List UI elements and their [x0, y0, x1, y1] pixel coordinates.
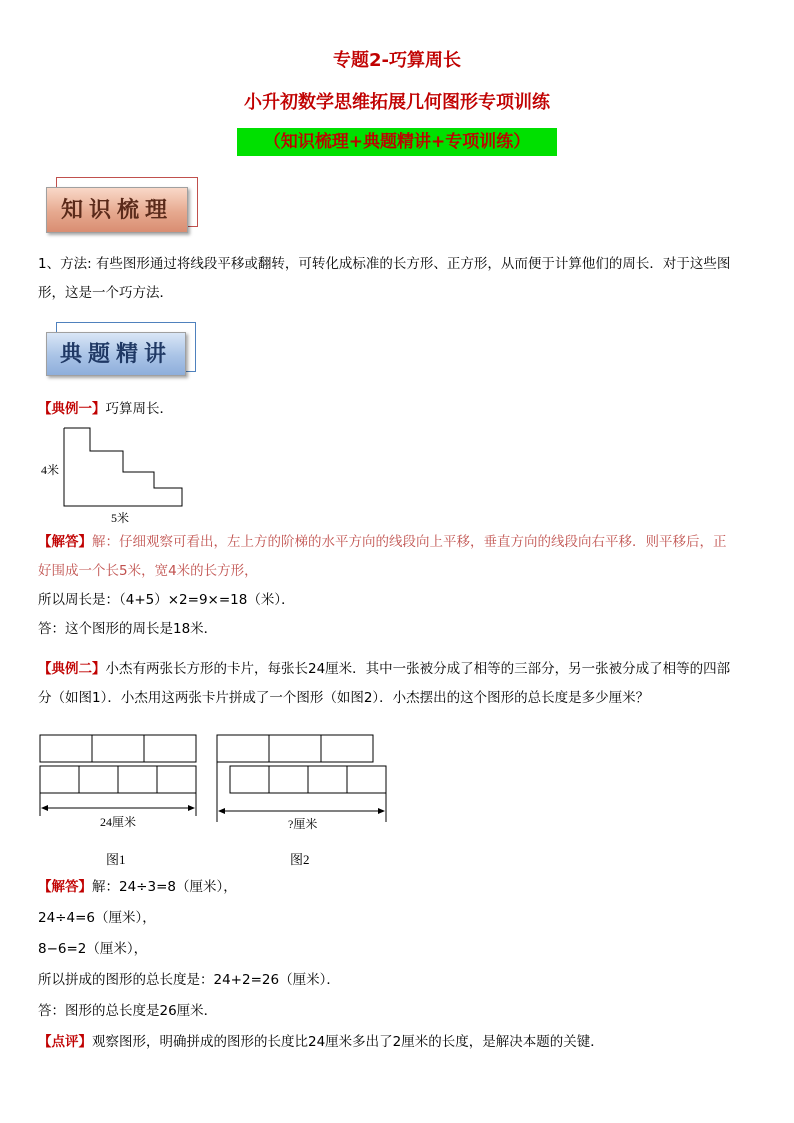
example2-question: [38, 655, 760, 713]
example2-conclusion: 答：图形的总长度是26厘米．: [38, 1003, 218, 1019]
knowledge-section-badge: 知识梳理: [46, 187, 188, 233]
staircase-outline: [64, 428, 182, 506]
method-line-2: 形，这是一个巧方法．: [38, 285, 173, 301]
page-subtitle: 小升初数学思维拓展几何图形专项训练: [244, 92, 550, 113]
method-line-1: 1、方法: 有些图形通过将线段平移或翻转，可转化成标准的长方形、正方形，从而便于计算他们的周长．对于这些图: [38, 256, 731, 272]
card-three-parts-shifted: [217, 735, 373, 762]
method-paragraph: [38, 250, 760, 308]
example2-answer-line-4: 所以拼成的图形的总长度是：24+2=26（厘米）．: [38, 972, 340, 988]
example2-line-2: 分（如图1）．小杰用这两张卡片拼成了一个图形（如图2）．小杰摆出的这个图形的总长度是多少厘米？: [38, 690, 650, 706]
example1-heading: [38, 397, 173, 417]
examples-section-badge: 典题精讲: [46, 332, 186, 376]
staircase-width-label: 5米: [111, 511, 130, 525]
example2-answer-line-3: 8−6=2（厘米），: [38, 941, 148, 957]
example1-tag: 【典例一】: [38, 401, 106, 417]
page-tagline: （知识梳理+典题精讲+专项训练）: [237, 128, 557, 156]
staircase-figure: [38, 424, 198, 524]
example2-comment-tag: 【点评】: [38, 1034, 92, 1050]
example1-answer-tag: 【解答】: [38, 534, 92, 550]
fig1-arrow-left: [41, 805, 48, 811]
example1-answer-line-2: 好围成一个长5米，宽4米的长方形，: [38, 563, 258, 579]
example2-answer-line-2: 24÷4=6（厘米），: [38, 910, 156, 926]
example1-calc: 所以周长是：（4+5）×2=9×=18（米）．: [38, 592, 295, 608]
fig2-arrow-right: [378, 808, 385, 814]
example2-line-1: 小杰有两张长方形的卡片，每张长24厘米．其中一张被分成了相等的三部分，另一张被分成了相等的四部: [105, 661, 731, 677]
example2-comment: 观察图形，明确拼成的图形的长度比24厘米多出了2厘米的长度，是解决本题的关键．: [92, 1034, 604, 1050]
example1-title: 巧算周长．: [105, 401, 173, 417]
example2-answer-tag: 【解答】: [38, 879, 92, 895]
fig2-arrow-left: [218, 808, 225, 814]
example1-conclusion: 答：这个图形的周长是18米．: [38, 621, 218, 637]
example2-tag: 【典例二】: [38, 661, 106, 677]
fig1-arrow-right: [188, 805, 195, 811]
page-title: 专题2-巧算周长: [333, 50, 461, 71]
fig1-length-label: 24厘米: [100, 815, 137, 829]
figure-2-caption: 图2: [290, 852, 310, 867]
fig2-length-label: ?厘米: [288, 817, 318, 831]
example2-answer-line-1: 解：24÷3=8（厘米），: [92, 879, 237, 895]
figure-1-caption: 图1: [106, 852, 126, 867]
figure-2: [213, 732, 393, 832]
staircase-height-label: 4米: [41, 463, 60, 477]
example1-answer-line-1: 解：仔细观察可看出，左上方的阶梯的水平方向的线段向上平移，垂直方向的线段向右平移．则平移后，正: [92, 534, 727, 550]
example2-answer: [38, 872, 760, 1058]
figure-1: [36, 732, 202, 832]
card-three-parts: [40, 735, 196, 762]
example1-answer: [38, 528, 760, 644]
